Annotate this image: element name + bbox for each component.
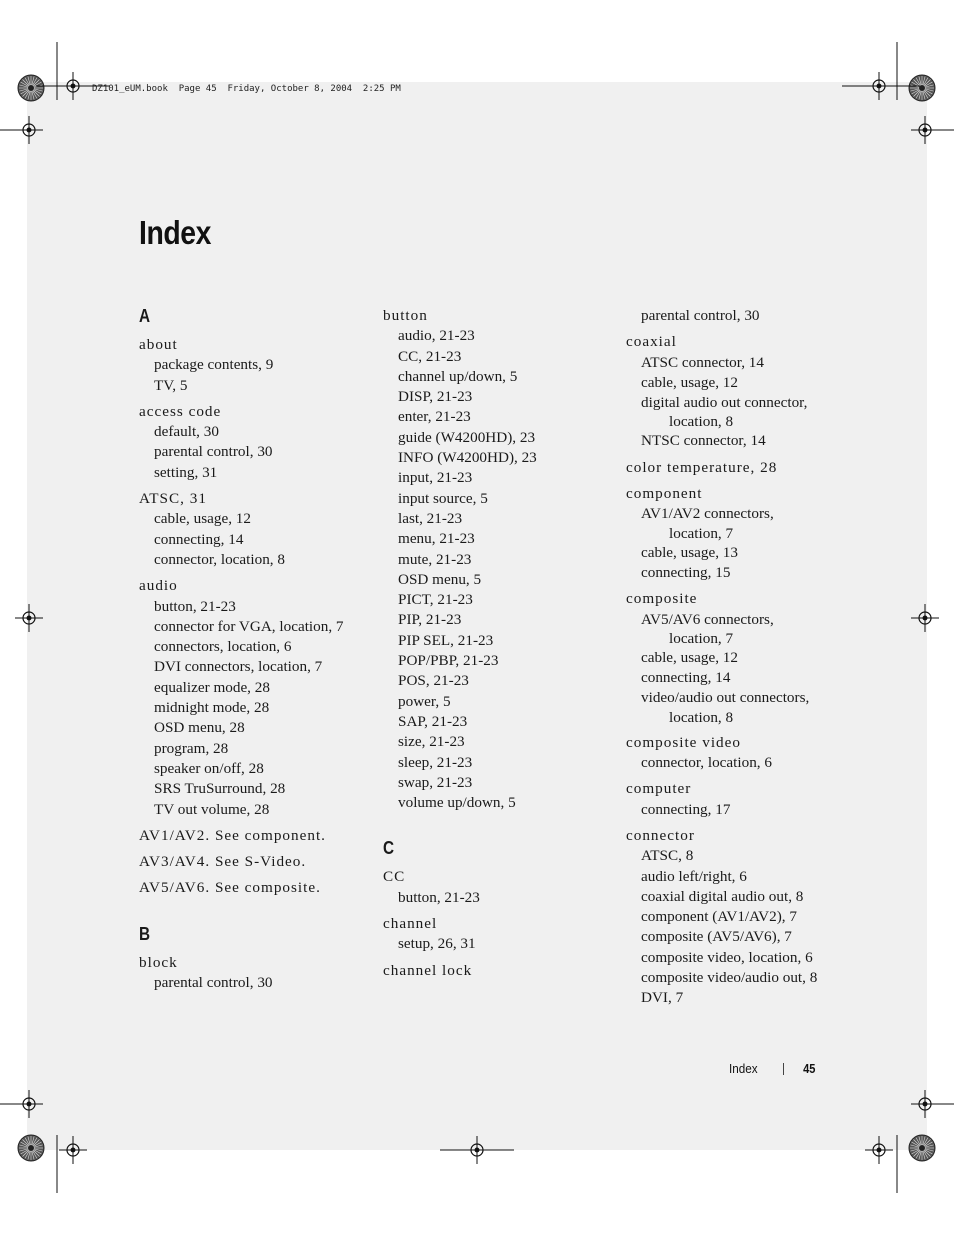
index-subentry: connecting, 14 [641, 669, 731, 687]
index-subentry: last, 21-23 [398, 509, 463, 527]
registration-star-mark [28, 85, 34, 91]
page-title: Index [139, 214, 211, 251]
index-entry [383, 867, 613, 908]
index-term: composite video [626, 733, 741, 751]
index-entry [139, 335, 369, 396]
index-subentry: ATSC connector, 14 [641, 353, 764, 371]
index-subentry: audio left/right, 6 [641, 867, 747, 885]
registration-crosshair-mark [923, 1102, 928, 1107]
index-subentry-continuation: location, 8 [669, 413, 734, 431]
index-subentry: AV5/AV6 connectors, [641, 610, 774, 628]
index-subentry: AV1/AV2 connectors, [641, 505, 774, 523]
index-entry [139, 489, 369, 570]
index-entry [139, 402, 369, 483]
index-section-letter: A [139, 306, 151, 326]
index-subentry: cable, usage, 12 [154, 510, 251, 528]
index-term: channel [383, 915, 438, 933]
index-subentry: program, 28 [154, 739, 229, 757]
index-entry [626, 332, 856, 451]
index-entry [626, 589, 856, 726]
index-subentry: NTSC connector, 14 [641, 432, 766, 450]
index-subentry: connector, location, 8 [154, 550, 285, 568]
index-term: channel lock [383, 961, 473, 979]
index-entry [139, 826, 369, 846]
registration-crosshair-mark [923, 128, 928, 133]
index-term: connector [626, 826, 695, 844]
index-subentry: setting, 31 [154, 463, 218, 481]
index-entry [626, 484, 856, 583]
registration-crosshair-mark [923, 616, 928, 621]
index-subentry: ATSC, 8 [641, 847, 694, 865]
index-term: color temperature, 28 [626, 458, 778, 476]
index-subentry: cable, usage, 12 [641, 373, 738, 391]
index-subentry: DVI connectors, location, 7 [154, 658, 323, 676]
registration-crosshair-mark [71, 1148, 76, 1153]
registration-star-mark [919, 1145, 925, 1151]
index-subentry: POS, 21-23 [398, 672, 469, 690]
registration-crosshair-mark [877, 1148, 882, 1153]
index-subentry: connecting, 14 [154, 530, 244, 548]
index-term: component [626, 485, 703, 503]
index-subentry: SAP, 21-23 [398, 712, 468, 730]
index-column-2 [383, 300, 613, 981]
footer-section-label: Index [729, 1061, 758, 1076]
index-subentry: SRS TruSurround, 28 [154, 780, 286, 798]
index-subentry: volume up/down, 5 [398, 794, 516, 812]
index-subentry: composite (AV5/AV6), 7 [641, 928, 792, 946]
index-subentry: DISP, 21-23 [398, 388, 473, 406]
index-subentry: channel up/down, 5 [398, 367, 518, 385]
index-subentry: button, 21-23 [398, 888, 480, 906]
index-subentry: connecting, 15 [641, 563, 731, 581]
index-subentry: INFO (W4200HD), 23 [398, 449, 537, 467]
index-subentry: POP/PBP, 21-23 [398, 652, 499, 670]
registration-crosshair-mark [27, 616, 32, 621]
index-subentry: default, 30 [154, 423, 219, 441]
index-subentry: coaxial digital audio out, 8 [641, 887, 804, 905]
index-section-letter: B [139, 923, 151, 944]
index-subentry: connector for VGA, location, 7 [154, 617, 344, 635]
index-entry [383, 914, 613, 955]
index-entry [383, 306, 613, 813]
index-subentry: cable, usage, 12 [641, 648, 738, 666]
index-subentry: parental control, 30 [154, 974, 273, 992]
index-subentry: cable, usage, 13 [641, 543, 738, 561]
index-subentry: CC, 21-23 [398, 347, 462, 365]
index-subentry: digital audio out connector, [641, 394, 808, 412]
index-entry [383, 961, 613, 981]
index-column-3 [626, 300, 856, 1009]
index-term: button [383, 307, 428, 324]
page-footer [729, 1061, 816, 1076]
index-term: AV3/AV4. See S-Video. [139, 853, 307, 871]
index-term: about [139, 336, 178, 353]
index-subentry: TV out volume, 28 [154, 800, 270, 818]
index-subentry: video/audio out connectors, [641, 689, 810, 707]
footer-divider [783, 1063, 784, 1075]
index-subentry: power, 5 [398, 692, 451, 710]
index-term: coaxial [626, 333, 677, 351]
index-subentry: midnight mode, 28 [154, 699, 270, 717]
index-subentry: connectors, location, 6 [154, 638, 292, 656]
index-subentry: input source, 5 [398, 489, 488, 507]
index-subentry: sleep, 21-23 [398, 753, 473, 771]
index-entry [626, 306, 856, 326]
index-subentry: OSD menu, 5 [398, 570, 482, 588]
index-subentry: guide (W4200HD), 23 [398, 428, 536, 446]
index-entry [626, 826, 856, 1009]
index-subentry: DVI, 7 [641, 989, 684, 1007]
index-term: computer [626, 780, 692, 798]
footer-page-number: 45 [802, 1061, 816, 1076]
index-term: access code [139, 402, 222, 420]
index-term: audio [139, 577, 178, 595]
registration-crosshair-mark [27, 128, 32, 133]
index-subentry: input, 21-23 [398, 469, 473, 487]
index-term: block [139, 953, 178, 971]
index-entry [626, 733, 856, 774]
index-subentry: mute, 21-23 [398, 550, 472, 568]
index-subentry: PICT, 21-23 [398, 591, 473, 609]
index-subentry: composite video, location, 6 [641, 948, 813, 966]
index-subentry: speaker on/off, 28 [154, 759, 264, 777]
index-subentry: menu, 21-23 [398, 530, 475, 548]
index-subentry: PIP, 21-23 [398, 611, 462, 629]
index-subentry: enter, 21-23 [398, 408, 471, 426]
index-term: CC [383, 868, 406, 886]
index-subentry: TV, 5 [154, 376, 188, 394]
index-term: ATSC, 31 [139, 490, 207, 508]
index-section-letter: C [383, 838, 395, 859]
index-subentry: component (AV1/AV2), 7 [641, 908, 797, 926]
index-entry [139, 953, 369, 994]
index-column-1 [139, 300, 369, 993]
index-entry [626, 458, 856, 478]
index-subentry: connecting, 17 [641, 800, 731, 818]
index-term: AV5/AV6. See composite. [139, 879, 321, 897]
registration-star-mark [28, 1145, 34, 1151]
index-subentry: parental control, 30 [154, 443, 273, 461]
index-subentry: button, 21-23 [154, 597, 236, 615]
print-header-line: DZ101_eUM.book Page 45 Friday, October 8, 2004 2:25 PM [92, 84, 401, 94]
registration-crosshair-mark [27, 1102, 32, 1107]
index-term: AV1/AV2. See component. [139, 826, 326, 844]
index-subentry: swap, 21-23 [398, 773, 473, 791]
index-subentry: package contents, 9 [154, 356, 274, 374]
index-subentry: composite video/audio out, 8 [641, 969, 818, 987]
index-subentry-continuation: location, 7 [669, 629, 734, 647]
index-subentry: parental control, 30 [641, 307, 760, 324]
index-entry [139, 576, 369, 820]
index-subentry: setup, 26, 31 [398, 935, 476, 953]
index-entry [139, 878, 369, 898]
index-subentry-continuation: location, 7 [669, 524, 734, 542]
index-subentry: equalizer mode, 28 [154, 678, 270, 696]
index-subentry: size, 21-23 [398, 733, 465, 751]
index-subentry: audio, 21-23 [398, 327, 475, 345]
index-entry [626, 779, 856, 820]
index-term: composite [626, 590, 698, 608]
index-subentry-continuation: location, 8 [669, 708, 734, 726]
index-subentry: OSD menu, 28 [154, 719, 245, 737]
index-subentry: PIP SEL, 21-23 [398, 631, 494, 649]
index-entry [139, 852, 369, 872]
index-subentry: connector, location, 6 [641, 754, 772, 772]
